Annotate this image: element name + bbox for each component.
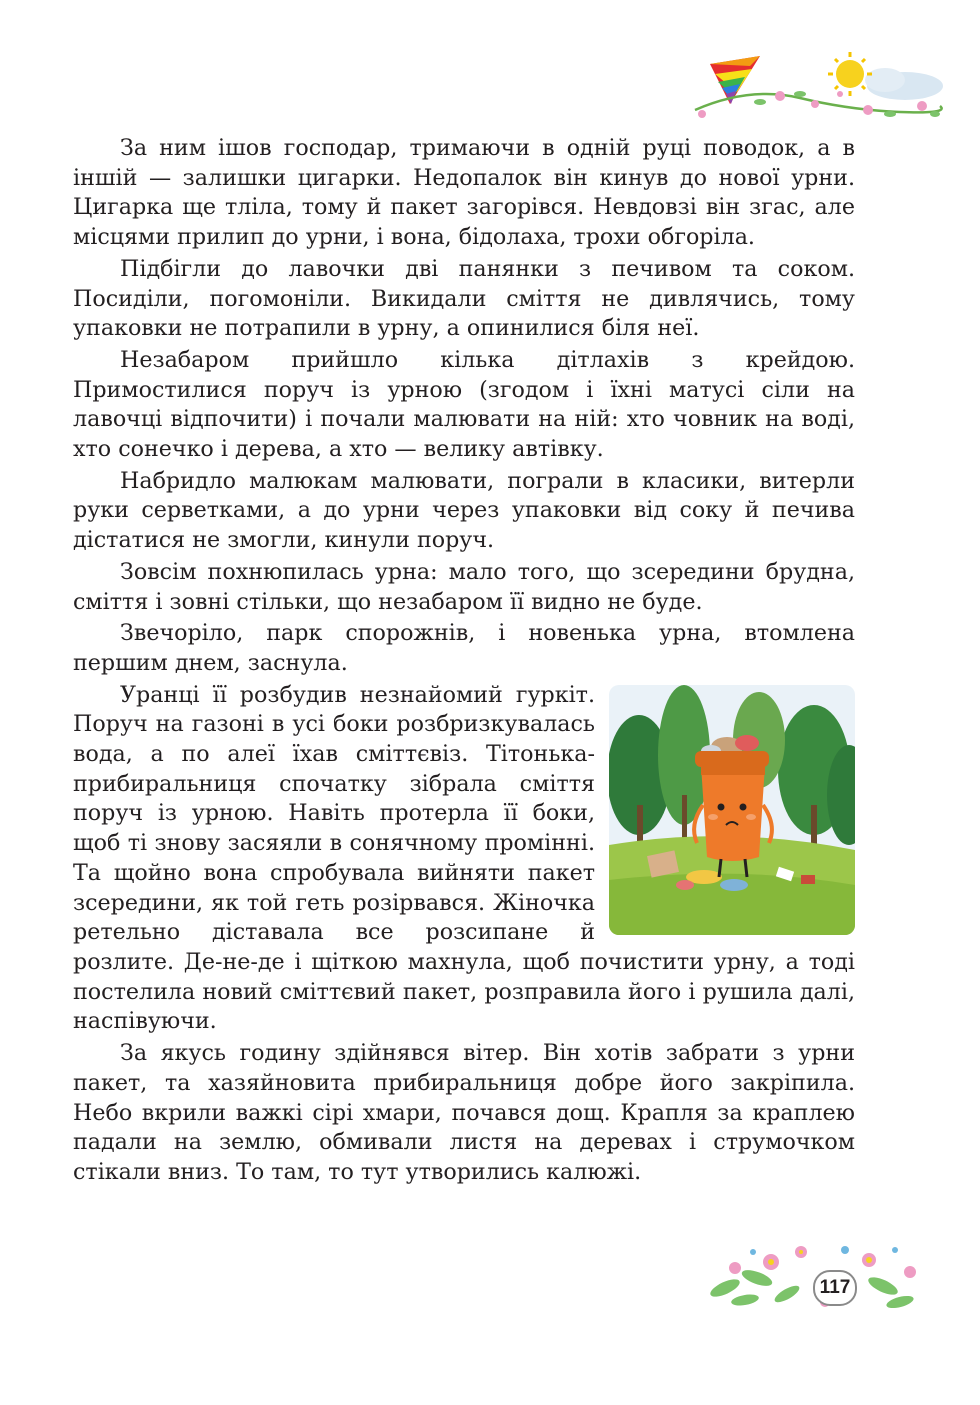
story-text <box>73 134 855 1190</box>
page-number: 117 <box>813 1270 857 1306</box>
paragraph: Зовсім похнюпилась урна: мало того, що зсередини брудна, сміття і зовні стільки, що незабаром її видно не буде. <box>73 558 855 615</box>
paragraph: Підбігли до лавочки дві панянки з печивом та соком. Посиділи, погомоніли. Викидали сміття не дивлячись, тому упаковки не потрапили в урну, а опинилися біля неї. <box>73 255 855 342</box>
trash-bin-character-icon <box>609 685 855 935</box>
paragraph: Уранці її розбудив незнайомий гуркіт. Поруч на газоні в усі боки розбризкувалась вода, а по алеї їхав сміттєвіз. Тітонька-прибиральниця спочатку зібрала сміття поруч із урною. Навіть протерла її боки, щоб ті знову засяяли в сонячному промінні. Та щойно вона спробувала вийняти пакет зсередини, як той геть розірвався. Жіночка ретельно діставала все розсипане й розлите. Де-не-де і щіткою махнула, щоб почистити урну, а тоді постелила новий сміттєвий пакет, розправила його і рушила далі, наспівуючи. <box>73 681 855 1035</box>
trash-bin-illustration <box>609 685 855 935</box>
paragraph: Незабаром прийшло кілька дітлахів з крейдою. Примостилися поруч із урною (згодом і їхні матусі сіли на лавочці відпочити) і почали малювати на ній: хто човник на воді, хто сонечко і дерева, а хто — велику автівку. <box>73 346 855 463</box>
flower-vine-footer-icon <box>705 1242 920 1314</box>
paragraph: Звечоріло, парк спорожнів, і новенька урна, втомлена першим днем, заснула. <box>73 620 855 676</box>
paragraph: Набридло малюкам малювати, пограли в класики, витерли руки серветками, а до урни через упаковки від соку й печива дістатися не змогли, кинули поруч. <box>73 467 855 554</box>
paragraph: За ним ішов господар, тримаючи в одній руці поводок, а в іншій — залишки цигарки. Недопалок він кинув до нової урни. Цигарка ще тліла, тому й пакет загорівся. Невдовзі він згас, але місцями прилип до урни, і вона, бідолаха, трохи обгоріла. <box>73 135 855 251</box>
kite-sun-header-icon <box>690 44 945 134</box>
paragraph: За якусь годину здійнявся вітер. Він хотів забрати з урни пакет, та хазяйновита прибиральниця добре його закріпила. Небо вкрили важкі сірі хмари, почався дощ. Крапля за краплею падали на землю, обмивали листя на деревах і струмочком стікали вниз. То там, то тут утворились калюжі. <box>73 1040 855 1185</box>
